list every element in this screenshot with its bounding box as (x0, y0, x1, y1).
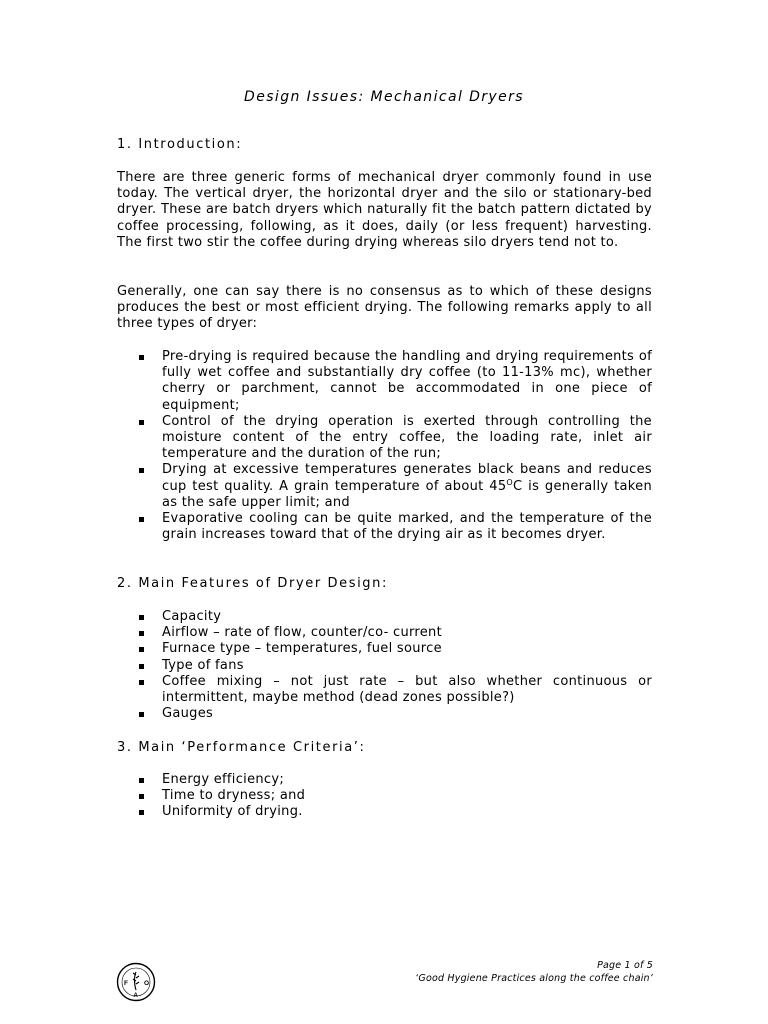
page-footer (415, 960, 653, 985)
list-item-text: Furnace type – temperatures, fuel source (162, 641, 442, 657)
bullet-icon (139, 517, 144, 522)
intro-paragraph-2: Generally, one can say there is no consensus as to which of these designs produces the best or most efficient drying. The following remarks apply to all three types of dryer: (117, 284, 652, 332)
list-item (117, 674, 652, 706)
bullet-icon (139, 664, 144, 669)
svg-text:F: F (124, 980, 128, 987)
bullet-icon (139, 810, 144, 815)
bullet-icon (139, 712, 144, 717)
footer-subtitle: ‘Good Hygiene Practices along the coffee chain’ (415, 972, 653, 984)
list-item-text: Evaporative cooling can be quite marked, and the temperature of the grain increases toward that of the drying air as it becomes dryer. (162, 511, 652, 543)
list-item (117, 772, 652, 788)
bullet-icon (139, 631, 144, 636)
svg-text:O: O (144, 980, 150, 987)
list-item (117, 658, 652, 674)
list-item (117, 788, 652, 804)
list-item-text: Airflow – rate of flow, counter/co- current (162, 625, 442, 641)
bullet-icon (139, 615, 144, 620)
list-item (117, 349, 652, 414)
list-item (117, 414, 652, 463)
intro-paragraph-1: There are three generic forms of mechanical dryer commonly found in use today. The vertical dryer, the horizontal dryer and the silo or stationary-bed dryer. These are batch dryers which naturally fit the batch pattern dictated by coffee processing, following, as it does, daily (or less frequent) harvesting. The first two stir the coffee during drying whereas silo dryers tend not to. (117, 170, 652, 250)
bullet-icon (139, 680, 144, 685)
list-item (117, 641, 652, 657)
criteria-list (117, 772, 652, 821)
svg-text:A: A (133, 993, 138, 999)
degree-superscript: O (506, 477, 514, 487)
bullet-icon (139, 647, 144, 652)
list-item (117, 625, 652, 641)
document-title: Design Issues: Mechanical Dryers (244, 89, 524, 105)
page-number: Page 1 of 5 (597, 960, 653, 971)
list-item-text: Time to dryness; and (162, 788, 306, 804)
list-item (117, 804, 652, 820)
bullet-icon (139, 778, 144, 783)
list-item-text: Drying at excessive temperatures generates black beans and reduces cup test quality. A grain temperature of about $45^OC$ is generally taken as the safe upper limit; and (162, 462, 652, 510)
list-item-text: Capacity (162, 609, 222, 624)
list-item-text: Type of fans (162, 657, 244, 673)
remarks-list (117, 349, 652, 543)
list-item (117, 609, 652, 625)
list-item-text: Gauges (162, 706, 214, 722)
list-item-text: Pre-drying is required because the handling and drying requirements of fully wet coffee and substantially dry coffee (to 11-13% mc), whether cherry or parchment, cannot be accommodated in one piece of equipment; (162, 349, 652, 413)
list-item (117, 511, 652, 543)
list-item-text: Coffee mixing – not just rate – but also whether continuous or intermittent, maybe method (dead zones possible?) (162, 673, 652, 706)
features-list (117, 609, 652, 722)
list-item (117, 706, 652, 722)
bullet-icon (139, 794, 144, 799)
fao-logo-icon (116, 962, 156, 1002)
list-item (117, 462, 652, 511)
list-item-text: Control of the drying operation is exerted through controlling the moisture content of the entry coffee, the loading rate, inlet air temperature and the duration of the run; (162, 413, 652, 462)
section-heading-performance-criteria: 3. Main ‘Performance Criteria’: (117, 740, 366, 755)
section-heading-introduction: 1. Introduction: (117, 137, 243, 152)
section-heading-main-features: 2. Main Features of Dryer Design: (117, 576, 388, 591)
list-item-text: Uniformity of drying. (162, 804, 303, 820)
bullet-icon (139, 420, 144, 425)
bullet-icon (139, 355, 144, 360)
list-item-text: Energy efficiency; (162, 772, 285, 787)
bullet-icon (139, 468, 144, 473)
